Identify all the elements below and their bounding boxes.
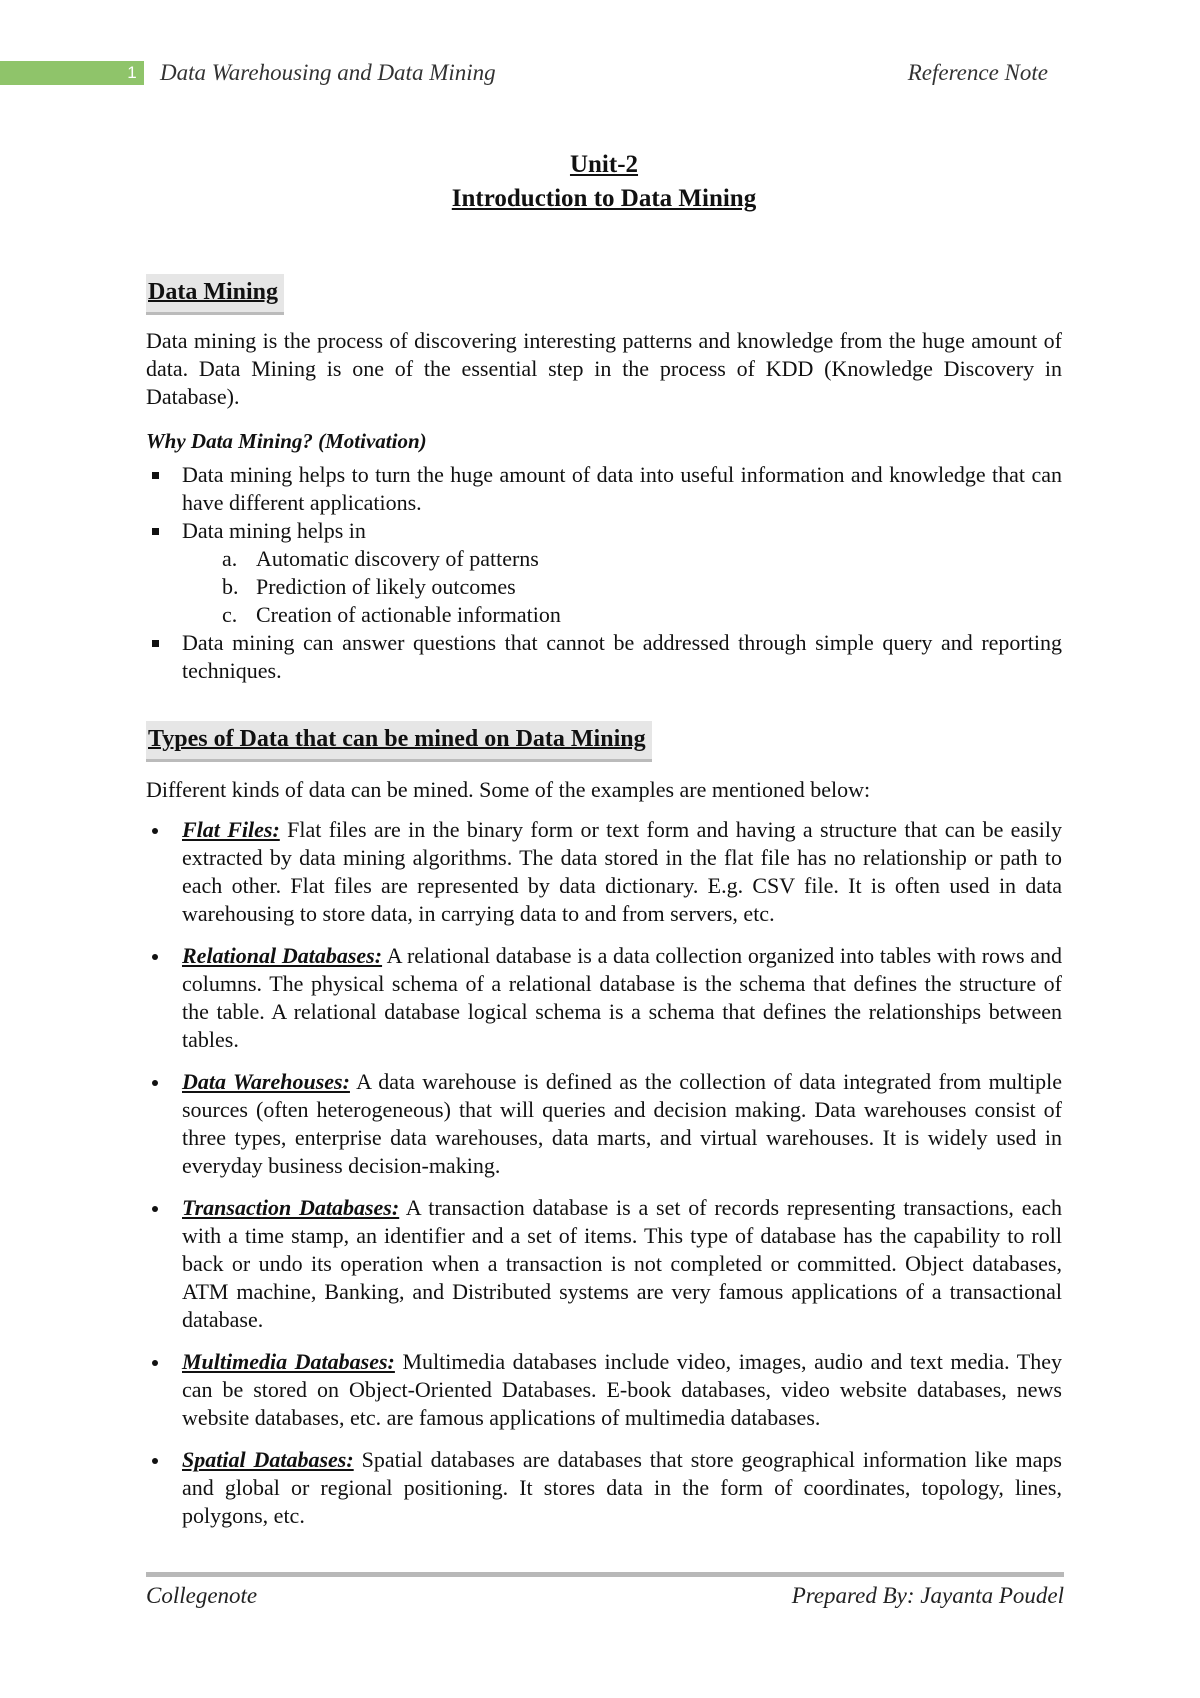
footer-left: Collegenote [146, 1583, 258, 1608]
data-types-list [146, 816, 1062, 1530]
term-description: A transaction database is a set of records representing transactions, each with a time stamp, an identifier and a set of items. This type of database has the capability to roll back or undo its operation when a transaction is not completed or committed. Object databases, ATM machine, Banking, and Distributed systems are very famous applications of a transactional database. [182, 1195, 1063, 1332]
sub-list-item [222, 601, 1062, 629]
list-item [146, 1194, 1062, 1334]
section-paragraph: Data mining is the process of discovering interesting patterns and knowledge from the huge amount of data. Data Mining is one of the essential step in the process of KDD (Knowledge Discovery in Database). [146, 328, 1062, 409]
list-item-text: Data mining helps in [182, 518, 366, 543]
term-description: A data warehouse is defined as the collection of data integrated from multiple sources (often heterogeneous) that will queries and decision making. Data warehouses consist of three types, enterprise data warehouses, data marts, and virtual warehouses. It is widely used in everyday business decision-making. [182, 1069, 1062, 1178]
list-item [146, 1348, 1062, 1432]
sub-list [182, 545, 1062, 629]
term-data-warehouses: Data Warehouses: [182, 1069, 350, 1094]
page-header [0, 58, 1200, 88]
sub-list-marker: a. [222, 546, 238, 571]
list-item [146, 1068, 1062, 1180]
header-right-label: Reference Note [907, 60, 1048, 85]
header-title: Data Warehousing and Data Mining [160, 60, 496, 85]
list-item [146, 517, 1062, 629]
list-item: Data mining helps to turn the huge amount of data into useful information and knowledge that can have different applications. [146, 461, 1062, 517]
list-item [146, 942, 1062, 1054]
sub-list-marker: b. [222, 574, 239, 599]
sub-list-marker: c. [222, 602, 238, 627]
section-intro: Different kinds of data can be mined. Some of the examples are mentioned below: [146, 777, 871, 802]
unit-title: Introduction to Data Mining [451, 185, 757, 212]
term-description: Multimedia databases include video, images, audio and text media. They can be stored on Object-Oriented Databases. E-book databases, video website databases, news website databases, etc. are famous applications of multimedia databases. [182, 1349, 1062, 1430]
sub-list-text: Creation of actionable information [256, 602, 561, 627]
term-relational-databases: Relational Databases: [182, 943, 383, 968]
motivation-list [146, 461, 1062, 685]
list-item [146, 1446, 1062, 1530]
term-spatial-databases: Spatial Databases: [182, 1447, 354, 1472]
unit-number: Unit-2 [569, 151, 639, 178]
sub-list-item [222, 573, 1062, 601]
page-number: 1 [127, 63, 137, 82]
term-transaction-databases: Transaction Databases: [182, 1195, 400, 1220]
sub-list-text: Prediction of likely outcomes [256, 574, 516, 599]
section-heading-data-mining: Data Mining [146, 274, 284, 315]
section-heading-types-of-data: Types of Data that can be mined on Data Mining [146, 721, 652, 762]
sub-list-item [222, 545, 1062, 573]
term-multimedia-databases: Multimedia Databases: [182, 1349, 395, 1374]
list-item: Data mining can answer questions that cannot be addressed through simple query and reporting techniques. [146, 629, 1062, 685]
term-flat-files: Flat Files: [182, 817, 280, 842]
sub-heading-motivation: Why Data Mining? (Motivation) [146, 429, 427, 453]
page-content [146, 148, 1062, 1544]
term-description: A relational database is a data collection organized into tables with rows and columns. The physical schema of a relational database is the schema that defines the structure of the table. A relational database logical schema is a schema that defines the relationships between tables. [182, 943, 1062, 1052]
footer-rule [146, 1572, 1064, 1577]
list-item [146, 816, 1062, 928]
footer-right: Prepared By: Jayanta Poudel [791, 1583, 1064, 1608]
sub-list-text: Automatic discovery of patterns [256, 546, 539, 571]
term-description: Flat files are in the binary form or text form and having a structure that can be easily extracted by data mining algorithms. The data stored in the flat file has no relationship or path to each other. Flat files are represented by data dictionary. E.g. CSV file. It is often used in data warehousing to store data, in carrying data to and from servers, etc. [182, 817, 1062, 926]
term-description: Spatial databases are databases that store geographical information like maps and global or regional positioning. It stores data in the form of coordinates, topology, lines, polygons, etc. [182, 1447, 1062, 1528]
